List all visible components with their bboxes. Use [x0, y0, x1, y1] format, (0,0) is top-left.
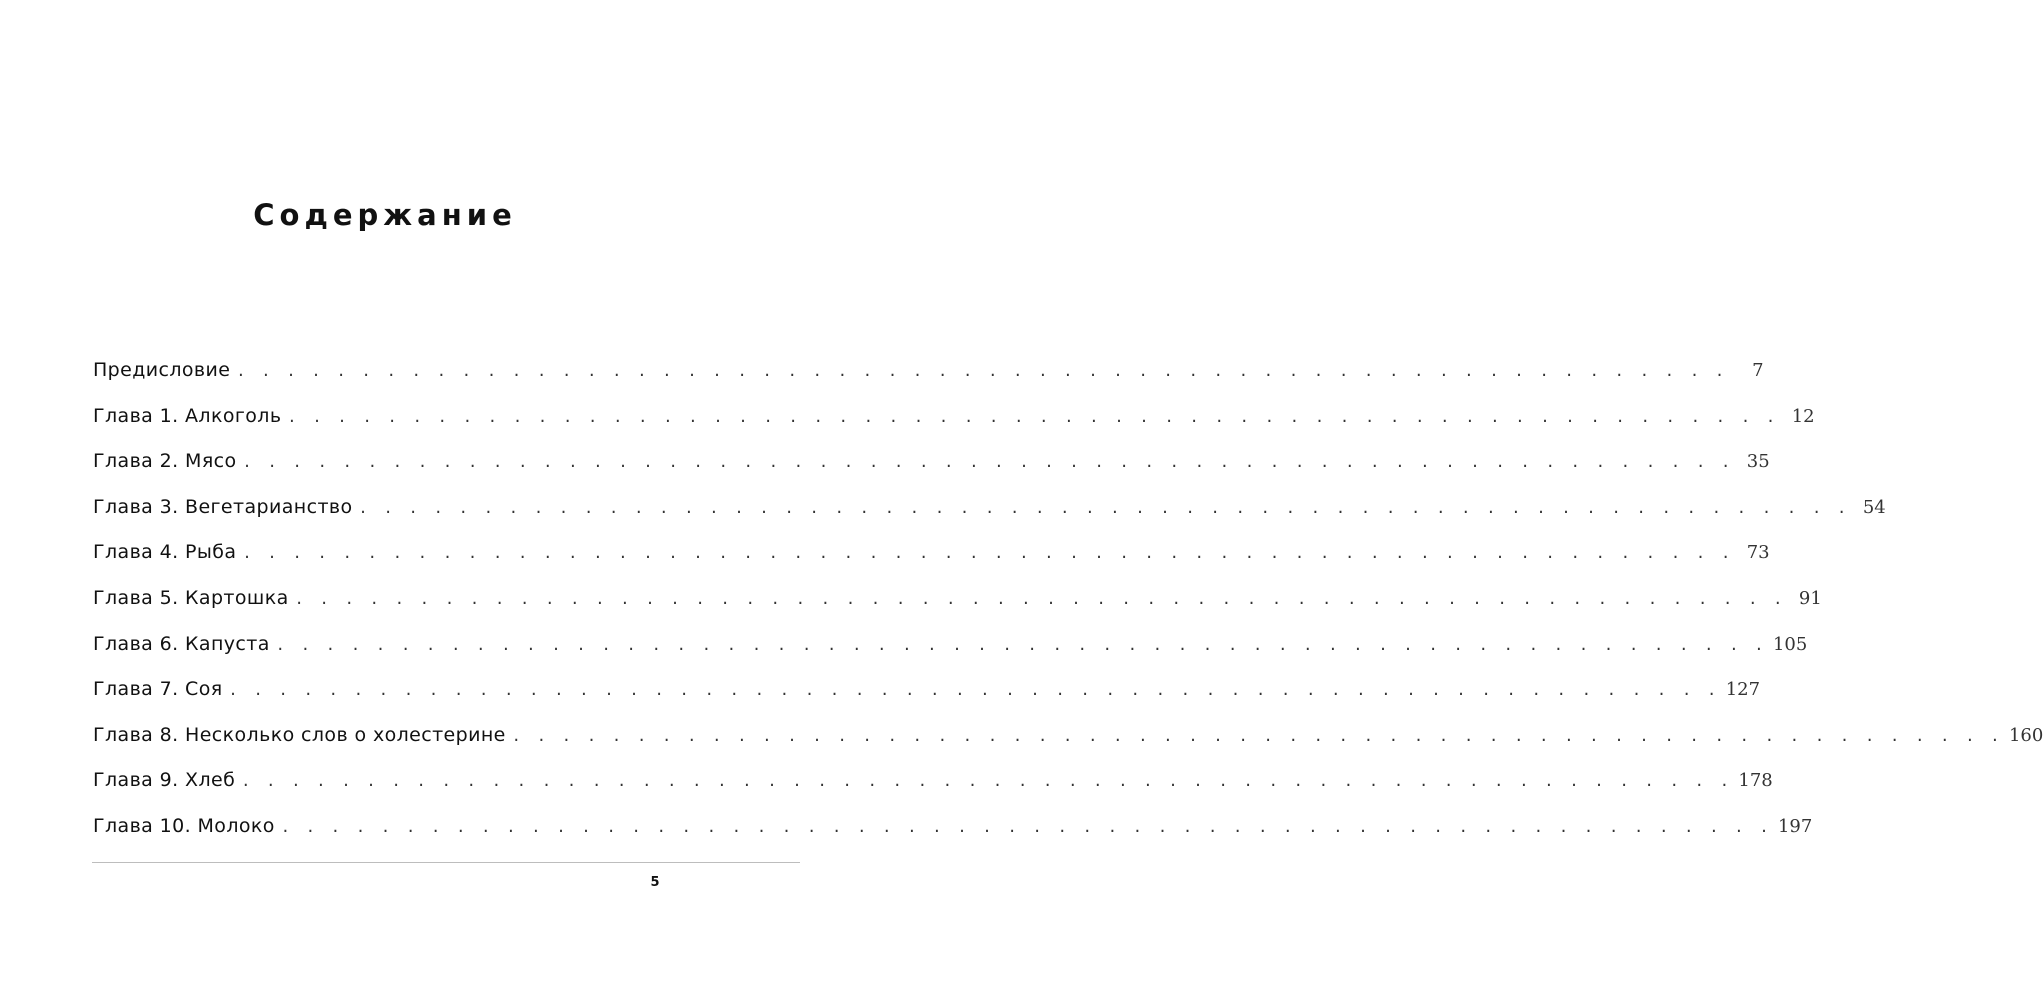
- toc-entry-chapter-1[interactable]: [93, 398, 1815, 444]
- toc-entry-label: Глава 6. Капуста: [93, 632, 270, 655]
- toc-entry-page: 12: [1791, 405, 1815, 427]
- dot-leader: . . . . . . . . . . . . . . . . . . . . . . . . . . . . . . . . . . . . . . . . . . . . . . . . . . . . . . . . . . . .: [511, 726, 2003, 745]
- toc-entry-label: Глава 5. Картошка: [93, 586, 289, 609]
- toc-entry-page: 105: [1772, 633, 1808, 655]
- page-number: 5: [650, 875, 660, 890]
- toc-entry-label: Предисловие: [93, 359, 231, 381]
- toc-entry-page: 54: [1862, 496, 1886, 518]
- toc-entry-page: 160: [2008, 724, 2043, 746]
- toc-entry-label: Глава 2. Мясо: [93, 450, 237, 473]
- toc-entry-page: 35: [1746, 451, 1770, 473]
- toc-entry-label: Глава 4. Рыба: [93, 541, 237, 564]
- dot-leader: . . . . . . . . . . . . . . . . . . . . . . . . . . . . . . . . . . . . . . . . . . . . . . . . . . . . . . . . . . . .: [358, 498, 1850, 517]
- toc-entry-label: Глава 1. Алкоголь: [93, 404, 282, 427]
- dot-leader: . . . . . . . . . . . . . . . . . . . . . . . . . . . . . . . . . . . . . . . . . . . . . . . . . . . . . . . . . . . .: [275, 635, 1767, 654]
- table-of-contents: [93, 352, 2043, 854]
- dot-leader: . . . . . . . . . . . . . . . . . . . . . . . . . . . . . . . . . . . . . . . . . . . . . . . . . . . . . . . . . . . .: [241, 772, 1733, 791]
- toc-entry-chapter-5[interactable]: [93, 580, 1822, 626]
- toc-entry-chapter-6[interactable]: [93, 626, 1808, 672]
- toc-entry-page: 197: [1777, 815, 1813, 837]
- toc-entry-page: 91: [1798, 587, 1822, 609]
- toc-entry-page: 73: [1746, 542, 1770, 564]
- toc-entry-chapter-4[interactable]: [93, 534, 1770, 580]
- toc-entry-page: 178: [1738, 770, 1773, 792]
- dot-leader: . . . . . . . . . . . . . . . . . . . . . . . . . . . . . . . . . . . . . . . . . . . . . . . . . . . . . . . . . . . .: [242, 544, 1734, 563]
- toc-entry-page: 127: [1725, 679, 1761, 701]
- toc-entry-label: Глава 7. Соя: [93, 678, 223, 701]
- toc-entry-chapter-10[interactable]: [93, 808, 1813, 854]
- toc-entry-chapter-3[interactable]: [93, 489, 1886, 535]
- dot-leader: . . . . . . . . . . . . . . . . . . . . . . . . . . . . . . . . . . . . . . . . . . . . . . . . . . . . . . . . . . . .: [287, 407, 1779, 426]
- footer-divider: [92, 862, 800, 863]
- dot-leader: . . . . . . . . . . . . . . . . . . . . . . . . . . . . . . . . . . . . . . . . . . . . . . . . . . . . . . . . . . . .: [228, 681, 1720, 700]
- dot-leader: . . . . . . . . . . . . . . . . . . . . . . . . . . . . . . . . . . . . . . . . . . . . . . . . . . . . . . . . . . . .: [294, 589, 1786, 608]
- toc-entry-label: Глава 9. Хлеб: [93, 769, 236, 792]
- toc-entry-chapter-7[interactable]: [93, 671, 1761, 717]
- toc-entry-page: 7: [1752, 360, 1764, 381]
- toc-entry-label: Глава 3. Вегетарианство: [93, 495, 353, 518]
- page-title: Содержание: [253, 198, 517, 232]
- dot-leader: . . . . . . . . . . . . . . . . . . . . . . . . . . . . . . . . . . . . . . . . . . . . . . . . . . . . . . . . . . . .: [236, 362, 1728, 380]
- dot-leader: . . . . . . . . . . . . . . . . . . . . . . . . . . . . . . . . . . . . . . . . . . . . . . . . . . . . . . . . . . . .: [242, 453, 1734, 472]
- toc-entry-chapter-8[interactable]: [93, 717, 2043, 763]
- toc-entry-label: Глава 10. Молоко: [93, 814, 275, 837]
- dot-leader: . . . . . . . . . . . . . . . . . . . . . . . . . . . . . . . . . . . . . . . . . . . . . . . . . . . . . . . . . . . .: [280, 817, 1772, 836]
- toc-entry-chapter-9[interactable]: [93, 762, 1773, 808]
- toc-entry-preface[interactable]: [93, 352, 1764, 398]
- toc-entry-label: Глава 8. Несколько слов о холестерине: [93, 723, 506, 746]
- toc-entry-chapter-2[interactable]: [93, 443, 1770, 489]
